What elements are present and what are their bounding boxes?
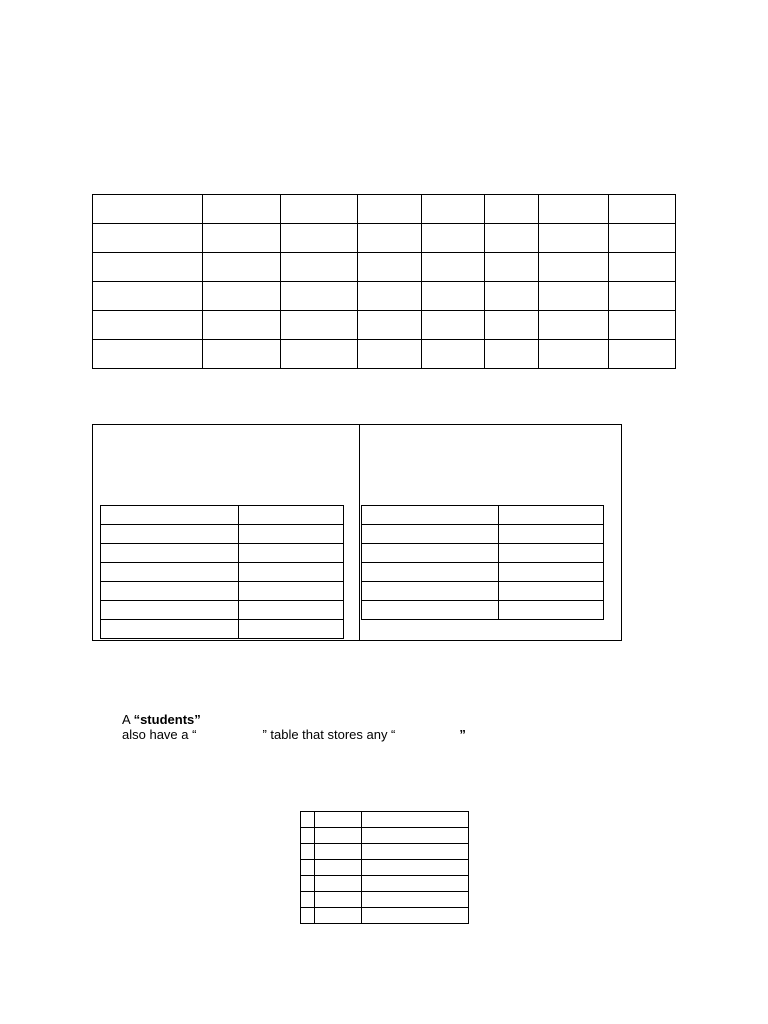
- table-cell: [301, 876, 315, 892]
- table-cell: [362, 582, 499, 601]
- table-row: [101, 544, 344, 563]
- table-cell: [362, 908, 469, 924]
- small-table: [300, 811, 469, 924]
- table-cell: [609, 253, 676, 282]
- table-row: [362, 601, 604, 620]
- table-cell: [281, 195, 358, 224]
- table-cell: [539, 195, 609, 224]
- table-cell: [93, 282, 203, 311]
- table-row: [301, 828, 469, 844]
- table-cell: [358, 340, 422, 369]
- table-cell: [239, 506, 344, 525]
- table-row: [93, 340, 676, 369]
- table-cell: [239, 601, 344, 620]
- table-cell: [499, 563, 604, 582]
- table-cell: [362, 892, 469, 908]
- table-row: [301, 844, 469, 860]
- table-cell: [362, 506, 499, 525]
- table-cell: [485, 195, 539, 224]
- table-cell: [362, 525, 499, 544]
- table-cell: [609, 311, 676, 340]
- table-cell: [485, 282, 539, 311]
- table-cell: [422, 224, 485, 253]
- table-cell: [358, 253, 422, 282]
- right-table: [361, 505, 604, 620]
- table-cell: [362, 544, 499, 563]
- table-cell: [609, 282, 676, 311]
- table-cell: [485, 224, 539, 253]
- table-cell: [422, 282, 485, 311]
- table-cell: [539, 224, 609, 253]
- paragraph: [122, 712, 466, 742]
- table-cell: [101, 563, 239, 582]
- table-cell: [362, 876, 469, 892]
- table-cell: [539, 340, 609, 369]
- table-cell: [281, 282, 358, 311]
- table-row: [301, 876, 469, 892]
- table-cell: [499, 601, 604, 620]
- table-cell: [203, 282, 281, 311]
- table-cell: [239, 563, 344, 582]
- paragraph-line2-part3: ”: [459, 727, 466, 742]
- table-cell: [609, 224, 676, 253]
- table-cell: [93, 253, 203, 282]
- table-cell: [362, 601, 499, 620]
- table-cell: [358, 282, 422, 311]
- table-cell: [422, 340, 485, 369]
- table-cell: [101, 620, 239, 639]
- main-table: [92, 194, 676, 369]
- table-cell: [315, 812, 362, 828]
- table-cell: [485, 340, 539, 369]
- table-cell: [93, 340, 203, 369]
- table-cell: [499, 525, 604, 544]
- table-row: [101, 582, 344, 601]
- table-cell: [362, 844, 469, 860]
- table-cell: [239, 620, 344, 639]
- table-row: [93, 282, 676, 311]
- table-row: [362, 582, 604, 601]
- left-table: [100, 505, 344, 639]
- table-row: [101, 601, 344, 620]
- table-row: [93, 253, 676, 282]
- table-cell: [422, 195, 485, 224]
- table-row: [362, 563, 604, 582]
- table-cell: [315, 876, 362, 892]
- table-cell: [203, 224, 281, 253]
- table-cell: [499, 582, 604, 601]
- table-cell: [609, 195, 676, 224]
- table-cell: [315, 844, 362, 860]
- table-row: [301, 812, 469, 828]
- table-cell: [539, 311, 609, 340]
- table-cell: [101, 525, 239, 544]
- table-cell: [499, 544, 604, 563]
- table-cell: [301, 812, 315, 828]
- table-cell: [539, 282, 609, 311]
- table-cell: [101, 544, 239, 563]
- table-row: [362, 525, 604, 544]
- table-cell: [315, 908, 362, 924]
- table-cell: [315, 828, 362, 844]
- table-cell: [203, 340, 281, 369]
- table-cell: [485, 311, 539, 340]
- table-row: [301, 908, 469, 924]
- table-row: [101, 563, 344, 582]
- table-row: [93, 224, 676, 253]
- table-cell: [301, 860, 315, 876]
- table-cell: [362, 812, 469, 828]
- table-cell: [203, 253, 281, 282]
- table-cell: [315, 860, 362, 876]
- table-cell: [358, 224, 422, 253]
- table-cell: [203, 195, 281, 224]
- table-cell: [239, 582, 344, 601]
- table-cell: [499, 506, 604, 525]
- table-cell: [301, 892, 315, 908]
- table-row: [362, 544, 604, 563]
- table-cell: [281, 340, 358, 369]
- table-cell: [301, 828, 315, 844]
- table-cell: [93, 224, 203, 253]
- table-cell: [362, 828, 469, 844]
- table-cell: [101, 582, 239, 601]
- table-cell: [101, 601, 239, 620]
- table-cell: [101, 506, 239, 525]
- paragraph-line2-part2: ” table that stores any “: [262, 727, 396, 742]
- table-row: [101, 525, 344, 544]
- table-cell: [315, 892, 362, 908]
- table-cell: [203, 311, 281, 340]
- table-cell: [239, 544, 344, 563]
- table-cell: [281, 224, 358, 253]
- table-cell: [539, 253, 609, 282]
- table-row: [93, 195, 676, 224]
- paragraph-line2-part1: also have a “: [122, 727, 197, 742]
- table-cell: [93, 311, 203, 340]
- table-row: [301, 860, 469, 876]
- table-cell: [609, 340, 676, 369]
- table-cell: [362, 860, 469, 876]
- table-row: [101, 620, 344, 639]
- table-row: [93, 311, 676, 340]
- table-cell: [422, 253, 485, 282]
- table-cell: [301, 908, 315, 924]
- table-cell: [281, 253, 358, 282]
- table-row: [101, 506, 344, 525]
- table-cell: [281, 311, 358, 340]
- table-cell: [358, 195, 422, 224]
- table-cell: [301, 844, 315, 860]
- table-cell: [362, 563, 499, 582]
- table-cell: [93, 195, 203, 224]
- panel-divider: [359, 424, 360, 641]
- table-row: [362, 506, 604, 525]
- table-row: [301, 892, 469, 908]
- table-cell: [358, 311, 422, 340]
- table-cell: [485, 253, 539, 282]
- table-cell: [422, 311, 485, 340]
- table-cell: [239, 525, 344, 544]
- paragraph-line1-prefix: A: [122, 712, 134, 727]
- paragraph-line1-bold: “students”: [133, 712, 201, 727]
